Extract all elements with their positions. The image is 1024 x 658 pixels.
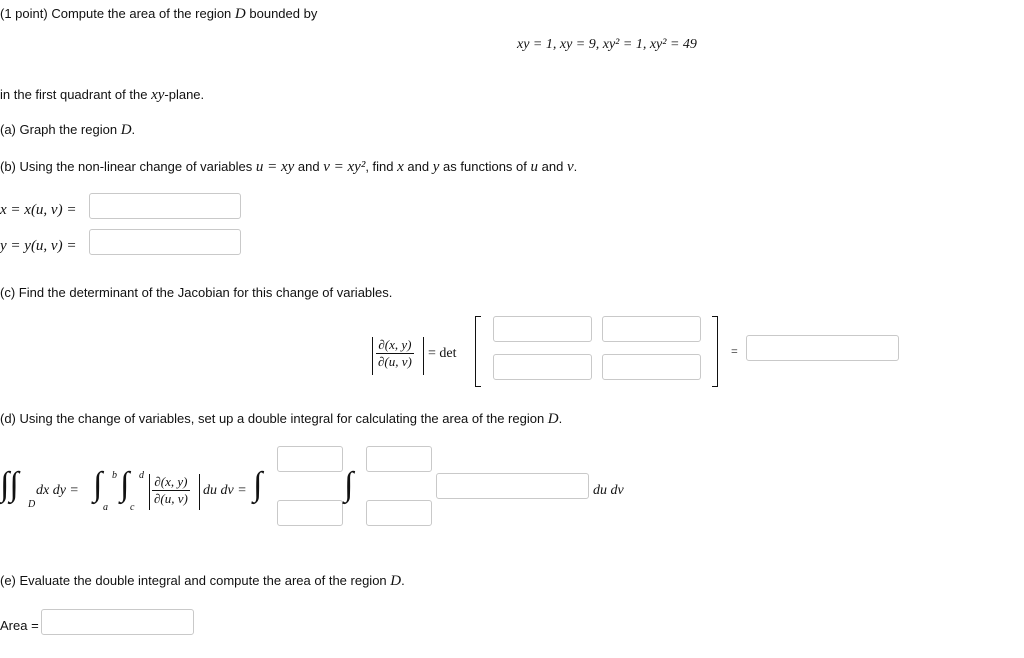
abs-bar-left [372, 337, 373, 375]
u-definition: u = xy [255, 159, 295, 175]
jacobian-denominator: ∂(u, v) [378, 354, 412, 369]
y-function-input[interactable] [89, 229, 241, 255]
integrand-jacobian [152, 474, 190, 507]
part-d-end: . [558, 411, 563, 426]
lower-limit-a: a [103, 502, 108, 513]
part-b-text: (b) Using the non-linear change of variables [0, 159, 253, 174]
upper-limit-d: d [139, 470, 144, 481]
x-function-label: x = x(u, v) = [0, 202, 77, 218]
integrand-abs-left [149, 474, 150, 510]
part-e-end: . [401, 573, 405, 588]
part-b-and: and [297, 159, 320, 174]
det-label: = det [428, 346, 457, 361]
integrand-input[interactable] [436, 473, 589, 499]
part-b-end: . [573, 159, 578, 174]
abs-bar-right [423, 337, 424, 375]
tail-differential: du dv [593, 483, 624, 498]
outer-integral-sign-2: ∫ [253, 466, 263, 503]
integrand-denominator: ∂(u, v) [154, 491, 188, 506]
quadrant-line [0, 87, 204, 104]
lhs-differential: dx dy = [36, 483, 79, 498]
part-d-label [0, 411, 562, 428]
double-integral-sign: ∫∫ [0, 466, 19, 503]
matrix-input-r1c2[interactable] [602, 316, 701, 342]
jacobian-numerator: ∂(x, y) [376, 337, 414, 354]
problem-header [0, 6, 317, 23]
matrix-input-r2c1[interactable] [493, 354, 592, 380]
plane-var: xy [151, 87, 165, 103]
part-d-text: (d) Using the change of variables, set up a double integral for calculating the area of the region [0, 411, 545, 426]
part-b-u: u [530, 159, 538, 175]
part-b-label [0, 159, 577, 176]
inner-upper-limit-input[interactable] [366, 446, 432, 472]
inner-integral-sign-2: ∫ [344, 466, 354, 503]
outer-lower-limit-input[interactable] [277, 500, 343, 526]
part-b-y: y [432, 159, 440, 175]
middle-differential: du dv = [203, 483, 247, 498]
part-a-region: D [120, 122, 132, 138]
matrix-input-r2c2[interactable] [602, 354, 701, 380]
integrand-abs-right [199, 474, 200, 510]
inner-lower-limit-input[interactable] [366, 500, 432, 526]
header-text: Compute the area of the region [51, 6, 232, 21]
v-definition: v = xy² [323, 159, 366, 175]
upper-limit-b: b [112, 470, 117, 481]
inner-integral-sign: ∫ [120, 466, 130, 503]
part-a-text: (a) Graph the region [0, 122, 118, 137]
part-a-end: . [131, 122, 136, 137]
points-label: (1 point) [0, 6, 48, 21]
part-b-v: v [566, 159, 574, 175]
header-suffix: bounded by [249, 6, 318, 21]
determinant-input[interactable] [746, 335, 899, 361]
quadrant-text: in the first quadrant of the [0, 87, 148, 102]
matrix-input-r1c1[interactable] [493, 316, 592, 342]
area-input[interactable] [41, 609, 194, 635]
y-function-label: y = y(u, v) = [0, 238, 77, 254]
outer-integral-sign: ∫ [93, 466, 103, 503]
part-c-label: (c) Find the determinant of the Jacobian for this change of variables. [0, 285, 393, 300]
part-a-label [0, 122, 135, 139]
part-d-region: D [547, 411, 559, 427]
x-function-input[interactable] [89, 193, 241, 219]
part-e-text: (e) Evaluate the double integral and compute the area of the region [0, 573, 387, 588]
part-b-find: , find [365, 159, 394, 174]
quadrant-suffix: -plane. [164, 87, 205, 102]
det-equals: = [731, 344, 738, 358]
part-b-and-2: and [407, 159, 430, 174]
part-e-label [0, 573, 405, 590]
integrand-numerator: ∂(x, y) [152, 474, 190, 491]
lower-limit-c: c [130, 502, 135, 513]
region-symbol: D [234, 6, 246, 22]
part-b-x: x [397, 159, 404, 175]
part-b-and-3: and [541, 159, 564, 174]
boundary-curves: xy = 1, xy = 9, xy² = 1, xy² = 49 [517, 37, 697, 52]
jacobian-fraction [376, 337, 414, 370]
outer-upper-limit-input[interactable] [277, 446, 343, 472]
region-subscript: D [28, 499, 36, 510]
area-label: Area = [0, 618, 39, 633]
part-b-functions: as functions of [443, 159, 527, 174]
part-e-region: D [390, 573, 402, 589]
